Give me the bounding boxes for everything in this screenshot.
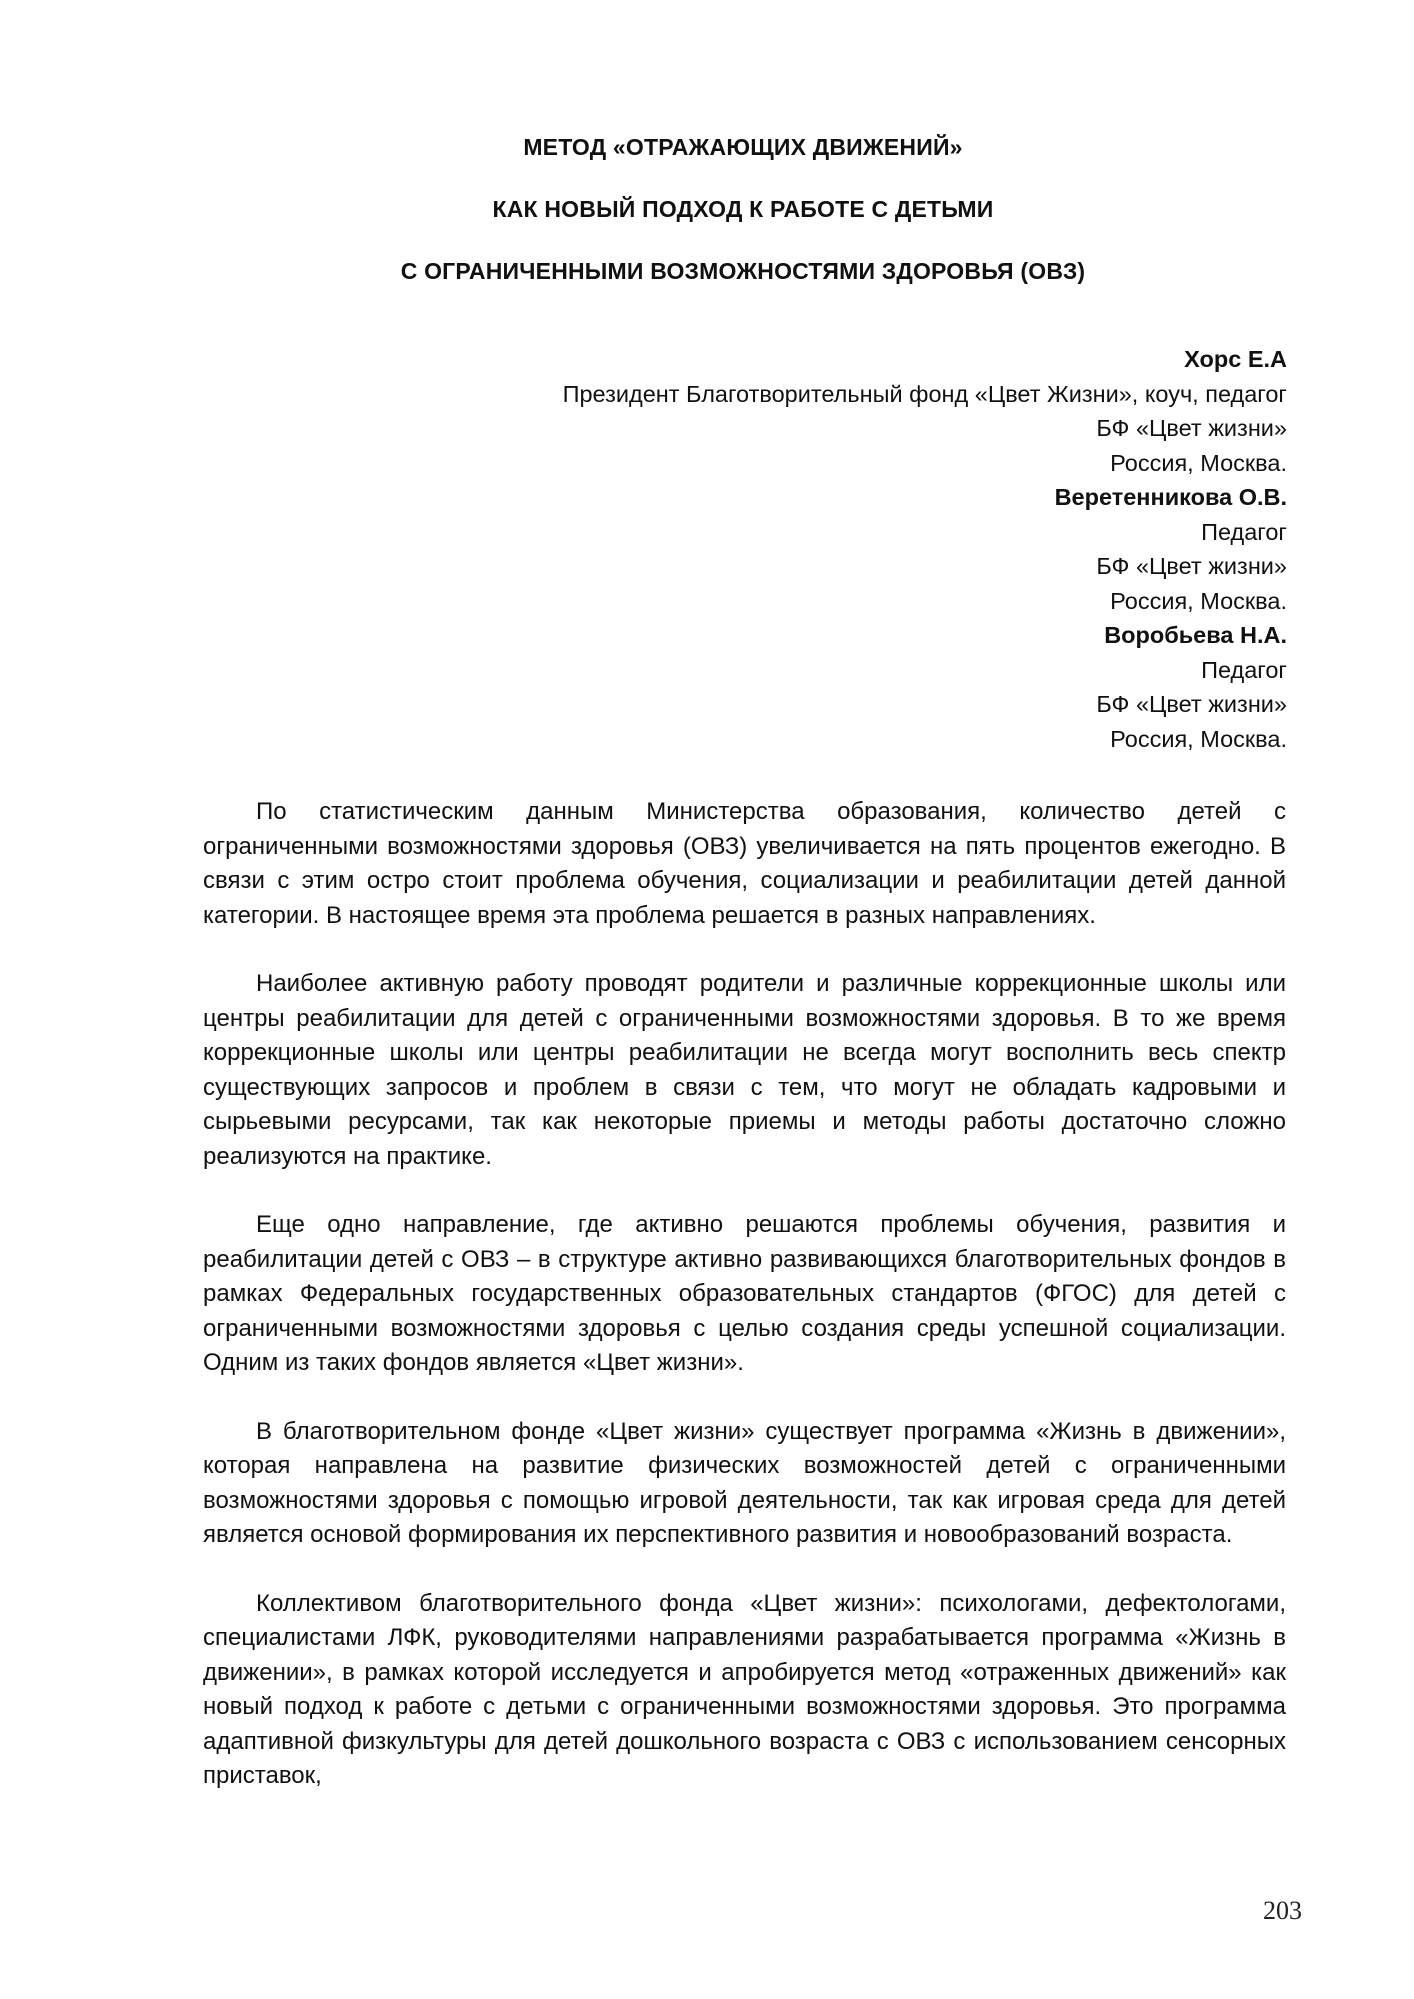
author-position: Президент Благотворительный фонд «Цвет Жизни», коуч, педагог [562,380,1287,407]
author-position: Педагог [1201,656,1287,683]
body-paragraph: Еще одно направление, где активно решаются проблемы обучения, развития и реабилитации детей с ОВЗ – в структуре активно развивающихся благотворительных фондов в рамках Федеральных государственных образовательных стандартов (ФГОС) для детей с ограниченными возможностями здоровья с целью создания среды успешной социализации. Одним из таких фондов является «Цвет жизни». [203,1211,1286,1376]
author-location: Россия, Москва. [1110,725,1287,752]
article-body [203,795,1286,1828]
page-number: 203 [1263,1896,1302,1925]
author-organization: БФ «Цвет жизни» [1096,553,1287,579]
body-paragraph: Коллективом благотворительного фонда «Цвет жизни»: психологами, дефектологами, специалистами ЛФК, руководителями направлениями разрабатывается программа «Жизнь в движении», в рамках которой исследуется и апробируется метод «отраженных движений» как новый подход к работе с детьми с ограниченными возможностями здоровья. Это программа адаптивной физкультуры для детей дошкольного возраста с ОВЗ с использованием сенсорных приставок, [203,1589,1286,1789]
author-organization: БФ «Цвет жизни» [1096,415,1287,441]
author-organization: БФ «Цвет жизни» [1096,691,1287,717]
body-paragraph: Наиболее активную работу проводят родители и различные коррекционные школы или центры реабилитации для детей с ограниченными возможностями здоровья. В то же время коррекционные школы или центры реабилитации не всегда могут восполнить весь спектр существующих запросов и проблем в связи с тем, что могут не обладать кадровыми и сырьевыми ресурсами, так как некоторые приемы и методы работы достаточно сложно реализуются на практике. [203,970,1286,1170]
article-title [200,133,1286,285]
author-position: Педагог [1201,518,1287,545]
author-location: Россия, Москва. [1110,587,1287,614]
author-name: Веретенникова О.В. [1054,484,1287,510]
body-paragraph: В благотворительном фонде «Цвет жизни» существует программа «Жизнь в движении», которая направлена на развитие физических возможностей детей с ограниченными возможностями здоровья с помощью игровой деятельности, так как игровая среда для детей является основой формирования их перспективного развития и новообразований возраста. [203,1417,1286,1548]
author-name: Хорс Е.А [1184,346,1287,372]
title-line-1: МЕТОД «ОТРАЖАЮЩИХ ДВИЖЕНИЙ» [523,134,963,160]
author-location: Россия, Москва. [1110,449,1287,476]
author-name: Воробьева Н.А. [1104,622,1287,648]
title-line-2: КАК НОВЫЙ ПОДХОД К РАБОТЕ С ДЕТЬМИ [492,196,994,222]
body-paragraph: По статистическим данным Министерства образования, количество детей с ограниченными возможностями здоровья (ОВЗ) увеличивается на пять процентов ежегодно. В связи с этим остро стоит проблема обучения, социализации и реабилитации детей данной категории. В настоящее время эта проблема решается в разных направлениях. [203,798,1286,929]
title-line-3: С ОГРАНИЧЕННЫМИ ВОЗМОЖНОСТЯМИ ЗДОРОВЬЯ (ОВЗ) [400,258,1086,284]
author-list [563,342,1287,756]
